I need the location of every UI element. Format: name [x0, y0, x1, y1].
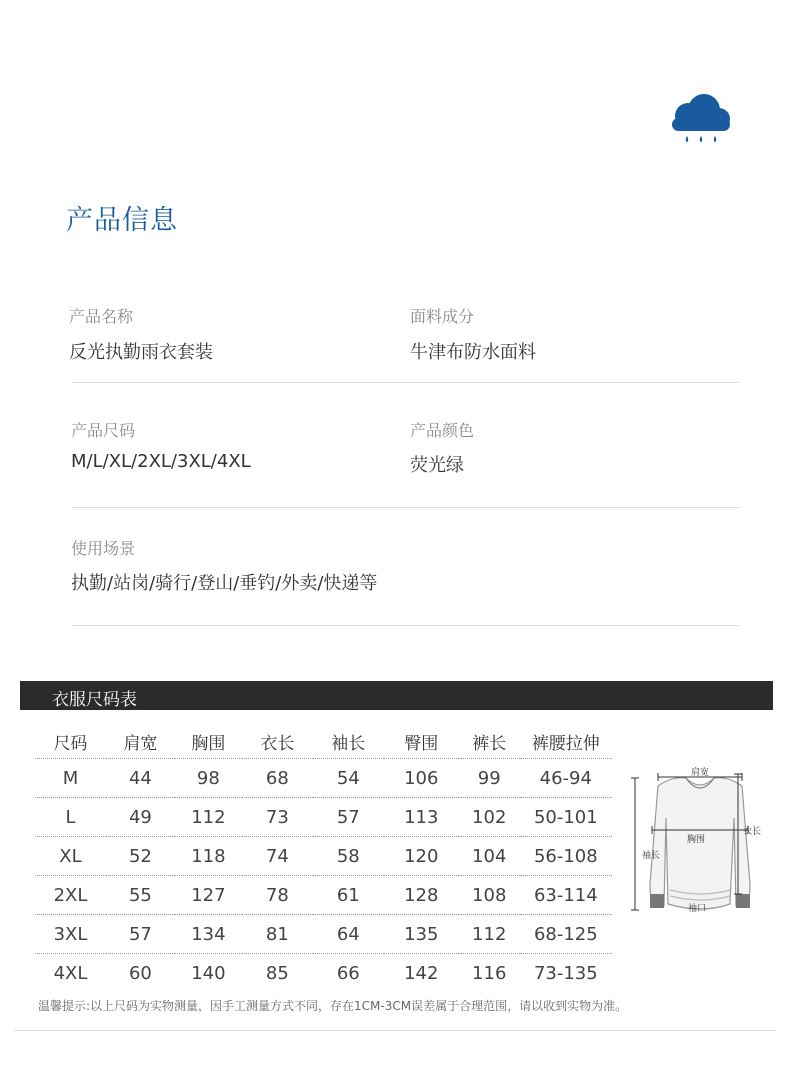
product-name-value: 反光执勤雨衣套装 [69, 342, 213, 363]
table-cell: 142 [384, 954, 459, 993]
table-cell: 104 [459, 837, 520, 876]
table-cell: 64 [313, 915, 384, 954]
divider [72, 625, 739, 626]
shoulder-label: 肩宽 [690, 768, 710, 778]
table-cell: 108 [459, 876, 520, 915]
product-color-label: 产品颜色 [410, 421, 475, 440]
column-header: 裤长 [459, 724, 520, 759]
size-chart-title: 衣服尺码表 [52, 690, 137, 710]
table-cell: L [35, 798, 106, 837]
column-header: 臀围 [384, 724, 459, 759]
table-cell: 63-114 [520, 876, 612, 915]
column-header: 肩宽 [106, 724, 175, 759]
table-cell: 56-108 [520, 837, 612, 876]
table-row [35, 837, 612, 876]
table-cell: 98 [175, 759, 242, 798]
rain-cloud-icon [668, 92, 734, 150]
table-cell: 49 [106, 798, 175, 837]
product-color-value: 荧光绿 [410, 455, 464, 476]
cuff-label: 袖口 [688, 904, 707, 914]
length-label: 衣长 [743, 827, 762, 837]
page-title: 产品信息 [66, 205, 178, 236]
column-header: 袖长 [313, 724, 384, 759]
divider [72, 382, 739, 383]
table-row [35, 798, 612, 837]
usage-scene-label: 使用场景 [71, 539, 136, 558]
table-cell: 128 [384, 876, 459, 915]
table-cell: 112 [175, 798, 242, 837]
table-cell: 120 [384, 837, 459, 876]
table-cell: 85 [242, 954, 313, 993]
table-cell: 78 [242, 876, 313, 915]
table-cell: 73-135 [520, 954, 612, 993]
sleeve-label: 袖长 [642, 851, 661, 861]
table-cell: 112 [459, 915, 520, 954]
table-row [35, 915, 612, 954]
table-cell: 4XL [35, 954, 106, 993]
left-cuff-icon [650, 894, 664, 908]
sweater-measurement-diagram [626, 764, 772, 926]
column-header: 裤腰拉伸 [520, 724, 612, 759]
table-cell: 57 [106, 915, 175, 954]
table-cell: 74 [242, 837, 313, 876]
column-header: 胸围 [175, 724, 242, 759]
fabric-label: 面料成分 [410, 307, 475, 326]
column-header: 衣长 [242, 724, 313, 759]
usage-scene-value: 执勤/站岗/骑行/登山/垂钓/外卖/快递等 [71, 573, 378, 594]
table-cell: 57 [313, 798, 384, 837]
table-cell: 60 [106, 954, 175, 993]
table-cell: 68-125 [520, 915, 612, 954]
table-cell: 3XL [35, 915, 106, 954]
right-cuff-icon [736, 894, 750, 908]
table-row [35, 876, 612, 915]
table-cell: 58 [313, 837, 384, 876]
table-cell: 106 [384, 759, 459, 798]
table-cell: 66 [313, 954, 384, 993]
table-cell: 46-94 [520, 759, 612, 798]
table-cell: 44 [106, 759, 175, 798]
product-size-value: M/L/XL/2XL/3XL/4XL [71, 451, 251, 472]
table-cell: 52 [106, 837, 175, 876]
table-cell: 140 [175, 954, 242, 993]
table-cell: 118 [175, 837, 242, 876]
table-cell: 81 [242, 915, 313, 954]
table-cell: 55 [106, 876, 175, 915]
table-cell: 127 [175, 876, 242, 915]
measurement-note: 温馨提示:以上尺码为实物测量，因手工测量方式不同，存在1CM-3CM误差属于合理范围，请以收到实物为准。 [38, 999, 628, 1013]
fabric-value: 牛津布防水面料 [410, 342, 536, 363]
divider [14, 1030, 776, 1031]
chest-label: 胸围 [686, 835, 706, 845]
table-cell: 2XL [35, 876, 106, 915]
table-row [35, 759, 612, 798]
size-table [35, 724, 612, 992]
table-cell: 73 [242, 798, 313, 837]
table-cell: 54 [313, 759, 384, 798]
table-row [35, 954, 612, 993]
product-size-label: 产品尺码 [71, 421, 136, 440]
product-name-label: 产品名称 [69, 307, 134, 326]
table-cell: 134 [175, 915, 242, 954]
divider [72, 507, 739, 508]
table-cell: M [35, 759, 106, 798]
table-cell: 68 [242, 759, 313, 798]
table-cell: 61 [313, 876, 384, 915]
table-cell: 99 [459, 759, 520, 798]
table-cell: 135 [384, 915, 459, 954]
table-cell: XL [35, 837, 106, 876]
table-cell: 50-101 [520, 798, 612, 837]
table-cell: 102 [459, 798, 520, 837]
table-cell: 113 [384, 798, 459, 837]
table-header-row [35, 724, 612, 759]
table-cell: 116 [459, 954, 520, 993]
column-header: 尺码 [35, 724, 106, 759]
